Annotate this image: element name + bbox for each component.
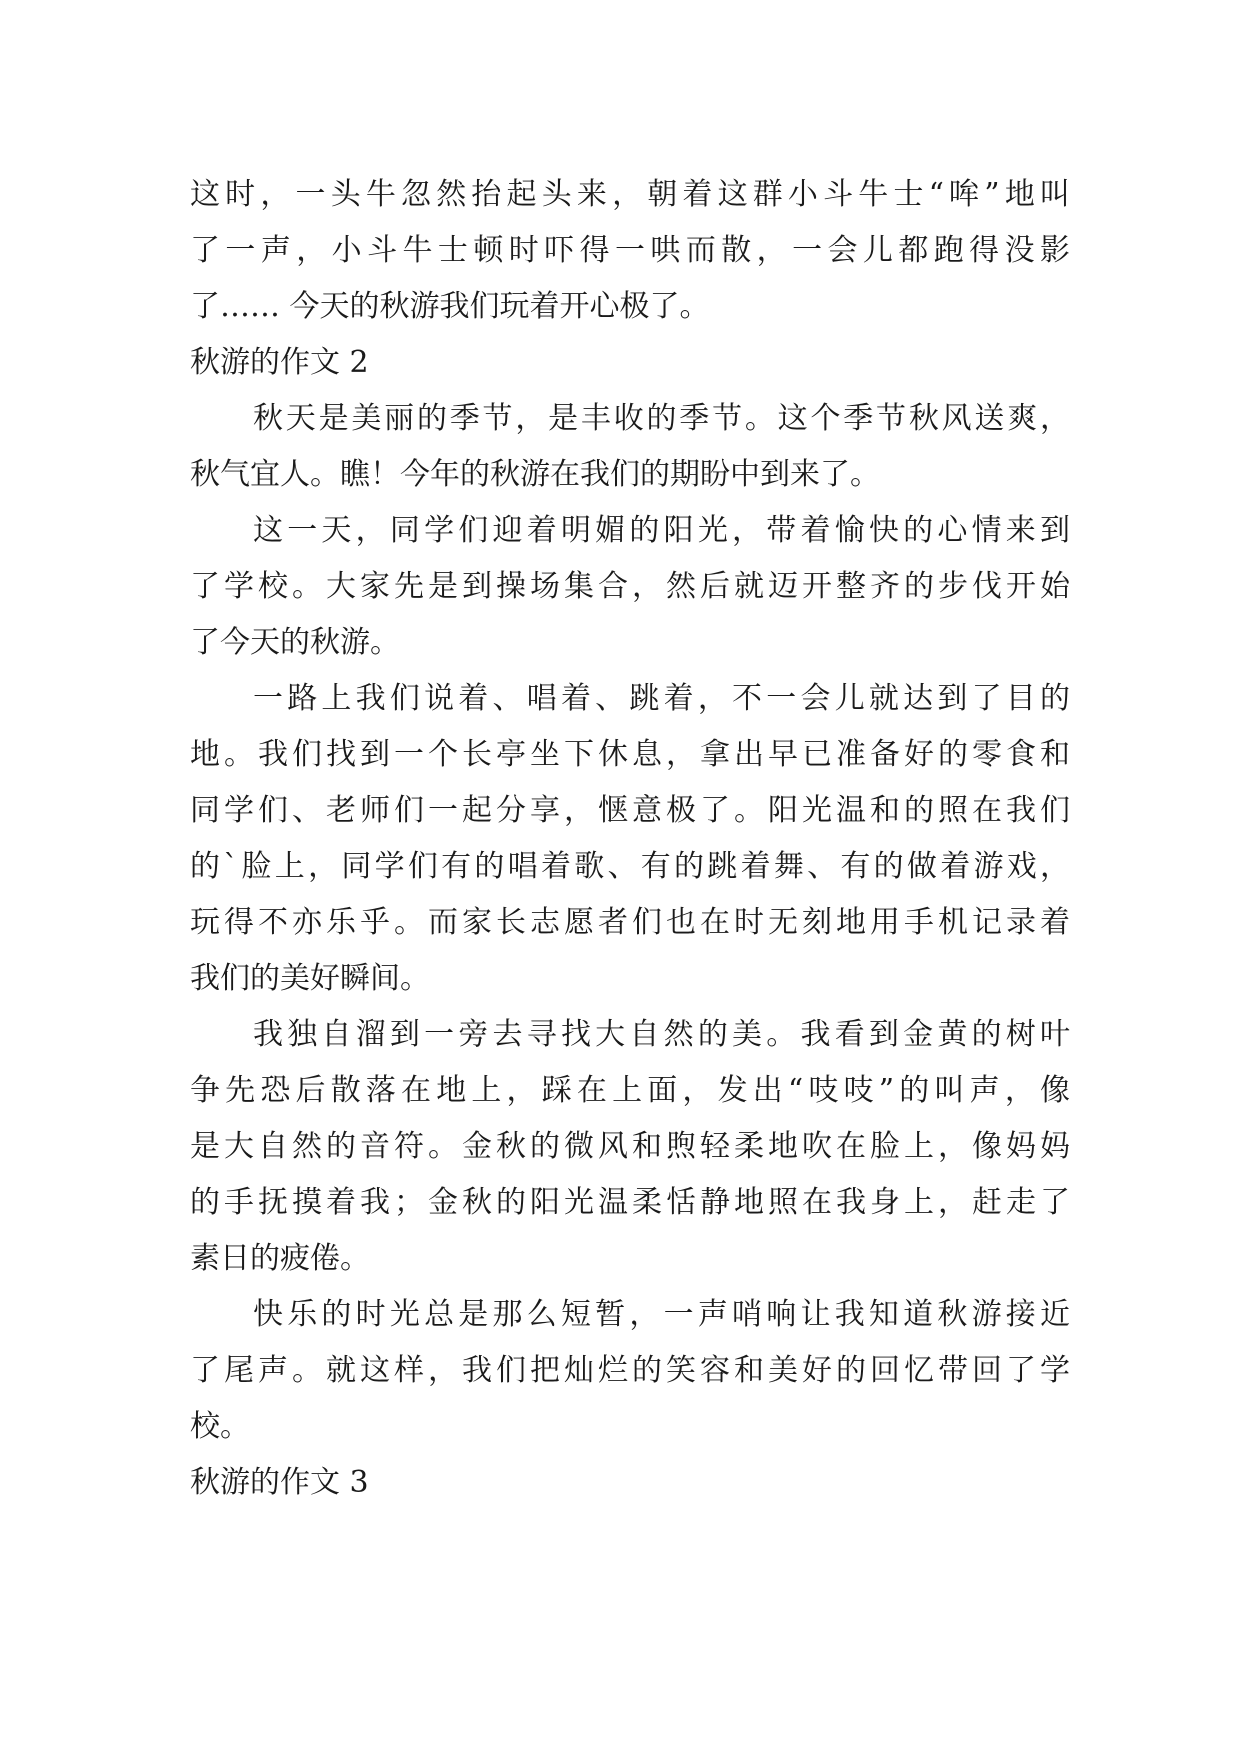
paragraph-line: 素日的疲倦。 — [190, 1241, 370, 1276]
paragraph-line: 我们的美好瞬间。 — [190, 961, 430, 996]
paragraph-line: 的手抚摸着我；金秋的阳光温柔恬静地照在我身上，赶走了 — [190, 1185, 1070, 1220]
paragraph-line: 地。我们找到一个长亭坐下休息，拿出早已准备好的零食和 — [190, 737, 1070, 772]
paragraph-line: 争先恐后散落在地上，踩在上面，发出“吱吱”的叫声，像 — [190, 1073, 1070, 1108]
paragraph-line: 了…… 今天的秋游我们玩着开心极了。 — [190, 289, 710, 324]
section-heading: 秋游的作文 2 — [190, 345, 369, 380]
paragraph-line: 这一天，同学们迎着明媚的阳光，带着愉快的心情来到 — [253, 513, 1070, 548]
paragraph-line: 一路上我们说着、唱着、跳着，不一会儿就达到了目的 — [253, 681, 1070, 716]
paragraph-line: 同学们、老师们一起分享，惬意极了。阳光温和的照在我们 — [190, 793, 1070, 828]
paragraph-line: 秋气宜人。瞧！今年的秋游在我们的期盼中到来了。 — [190, 457, 880, 492]
paragraph-line: 是大自然的音符。金秋的微风和煦轻柔地吹在脸上，像妈妈 — [190, 1129, 1070, 1164]
paragraph-line: 了今天的秋游。 — [190, 625, 400, 660]
paragraph-line: 这时，一头牛忽然抬起头来，朝着这群小斗牛士“哞”地叫 — [190, 177, 1070, 212]
paragraph-line: 了学校。大家先是到操场集合，然后就迈开整齐的步伐开始 — [190, 569, 1070, 604]
paragraph-line: 校。 — [190, 1409, 250, 1444]
paragraph-line: 快乐的时光总是那么短暂，一声哨响让我知道秋游接近 — [253, 1297, 1070, 1332]
paragraph-line: 的`脸上，同学们有的唱着歌、有的跳着舞、有的做着游戏， — [190, 849, 1070, 884]
paragraph-line: 了尾声。就这样，我们把灿烂的笑容和美好的回忆带回了学 — [190, 1353, 1070, 1388]
paragraph-line: 玩得不亦乐乎。而家长志愿者们也在时无刻地用手机记录着 — [190, 905, 1070, 940]
section-heading: 秋游的作文 3 — [190, 1465, 369, 1500]
paragraph-line: 秋天是美丽的季节，是丰收的季节。这个季节秋风送爽， — [253, 401, 1070, 436]
paragraph-line: 了一声，小斗牛士顿时吓得一哄而散，一会儿都跑得没影 — [190, 233, 1070, 268]
paragraph-line: 我独自溜到一旁去寻找大自然的美。我看到金黄的树叶 — [253, 1017, 1070, 1052]
